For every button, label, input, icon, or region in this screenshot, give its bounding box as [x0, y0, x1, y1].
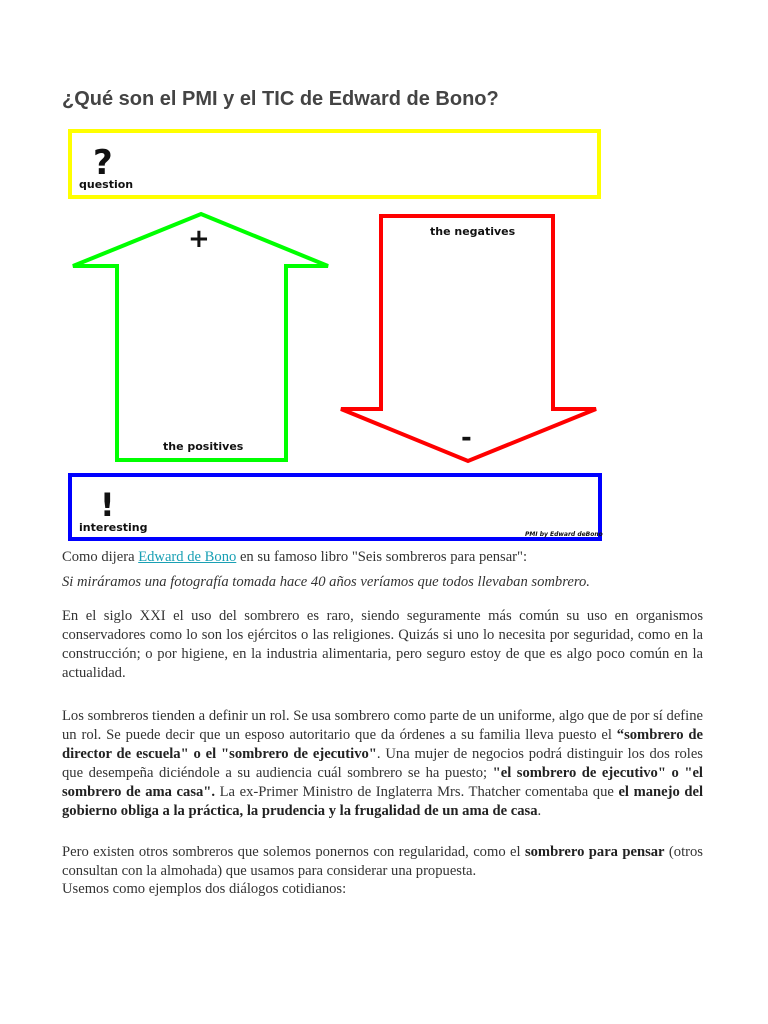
book-quote: Si miráramos una fotografía tomada hace 40 años veríamos que todos llevaban sombrero.	[62, 574, 590, 590]
paragraph-1: En el siglo XXI el uso del sombrero es raro, siendo seguramente más común su uso en organismos conservadores como lo son los ejércitos o las religiones. Quizás si uno lo necesita por seguridad, como en la construcción; o por higiene, en la industria alimentaria, pero seguro estoy de que es algo poco común en la actualidad.	[62, 608, 703, 681]
intro-line: Como dijera Edward de Bono en su famoso libro "Seis sombreros para pensar":	[62, 549, 528, 565]
diagram-credit: PMI by Edward deBono	[525, 531, 603, 538]
interesting-label: interesting	[79, 521, 148, 534]
plus-icon: +	[188, 224, 210, 254]
question-box	[70, 131, 599, 197]
positives-label: the positives	[163, 440, 244, 453]
page-title: ¿Qué son el PMI y el TIC de Edward de Bono?	[62, 88, 499, 110]
exclamation-icon: !	[100, 486, 115, 524]
question-mark-icon: ?	[93, 143, 113, 183]
interesting-box	[70, 475, 600, 539]
paragraph-3: Pero existen otros sombreros que solemos ponernos con regularidad, como el sombrero para pensar (otros consultan con la almohada) que usamos para considerar una propuesta.	[62, 844, 703, 879]
paragraph-4: Usemos como ejemplos dos diálogos cotidianos:	[62, 881, 347, 897]
negatives-label: the negatives	[430, 225, 516, 238]
question-label: question	[79, 178, 134, 191]
paragraph-2: Los sombreros tienden a definir un rol. Se usa sombrero como parte de un uniforme, algo que de por sí define un rol. Se puede decir que un esposo autoritario que da órdenes a su familia lleva puesto el “sombrero de director de escuela" o el "sombrero de ejecutivo". Una mujer de negocios podrá distinguir los dos roles que desempeña diciéndole a su audiencia cuál sombrero se ha puesto; "el sombrero de ejecutivo" o "el sombrero de ama casa". La ex-Primer Ministro de Inglaterra Mrs. Thatcher comentaba que el manejo del gobierno obliga a la práctica, la prudencia y la frugalidad de un ama de casa.	[62, 708, 704, 819]
edward-de-bono-link[interactable]: Edward de Bono	[138, 549, 237, 565]
minus-icon: -	[461, 423, 472, 453]
